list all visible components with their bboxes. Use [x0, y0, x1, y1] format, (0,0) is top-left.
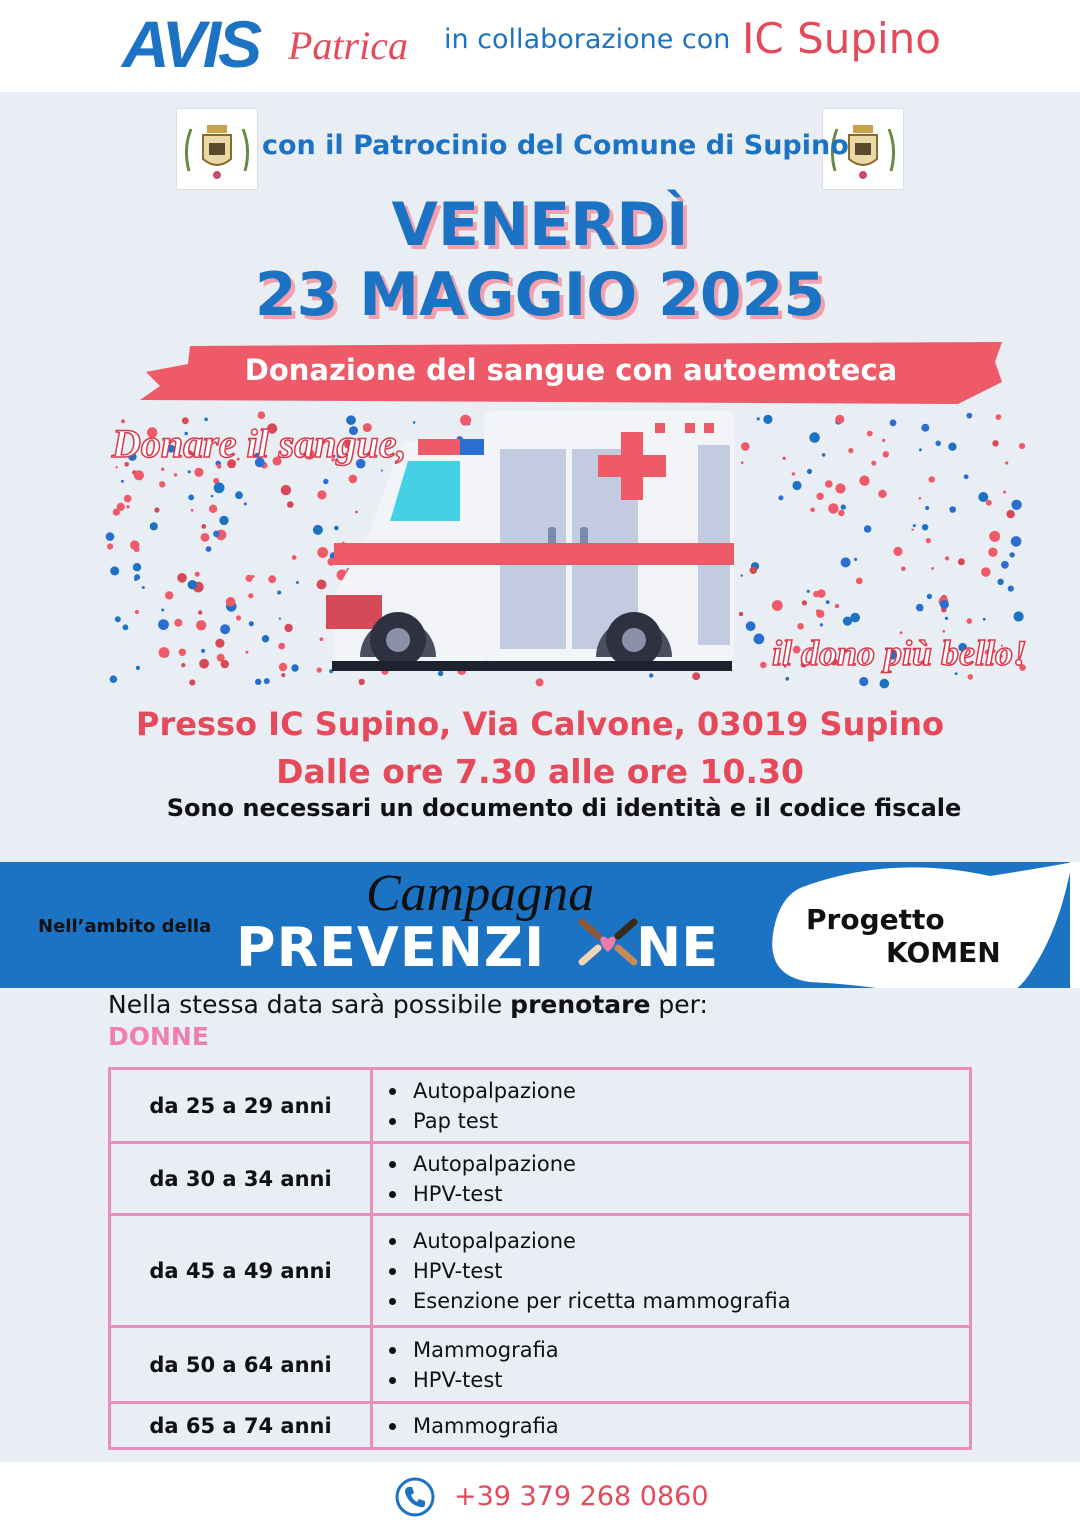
- paint-dot: [438, 671, 443, 676]
- age-range: da 45 a 49 anni: [110, 1215, 372, 1327]
- avis-patrica-logo: Patrica: [288, 23, 408, 68]
- paint-dot: [226, 597, 236, 607]
- paint-dot: [134, 470, 144, 480]
- age-range: da 50 a 64 anni: [110, 1327, 372, 1403]
- paint-dot: [214, 482, 225, 493]
- paint-dot: [291, 664, 298, 671]
- paint-dot: [772, 600, 783, 611]
- paint-dot: [381, 470, 383, 472]
- paint-dot: [159, 481, 165, 487]
- paint-dot: [880, 679, 890, 689]
- paint-dot: [922, 524, 928, 530]
- paint-dot: [264, 678, 270, 684]
- paint-dot: [177, 573, 187, 583]
- coat-of-arms-icon: [176, 108, 258, 190]
- partner-name: IC Supino: [742, 14, 941, 63]
- paint-dot: [106, 532, 115, 541]
- paint-dot: [317, 668, 322, 673]
- paint-dot: [841, 557, 851, 567]
- paint-dot: [413, 421, 416, 424]
- paint-dot: [919, 497, 922, 500]
- paint-dot: [279, 663, 287, 671]
- paint-dot: [460, 415, 471, 426]
- paint-dot: [935, 441, 941, 447]
- paint-dot: [110, 675, 118, 683]
- paint-dot: [1006, 510, 1014, 518]
- paint-dot: [864, 525, 872, 533]
- slogan-left: Donare il sangue,: [112, 421, 407, 466]
- event-requirements: Sono necessari un documento di identità e il codice fiscale: [166, 794, 962, 822]
- paint-dot: [1014, 611, 1024, 621]
- header: [0, 0, 1080, 92]
- paint-dot: [848, 448, 853, 453]
- paint-dot: [195, 572, 200, 577]
- paint-dot: [244, 502, 247, 505]
- paint-dot: [219, 516, 228, 525]
- paint-dot: [649, 673, 653, 677]
- banner-title: Donazione del sangue con autoemoteca: [244, 353, 898, 387]
- paint-dot: [201, 533, 210, 542]
- booking-category: DONNE: [108, 1022, 209, 1051]
- paint-dot: [854, 558, 857, 561]
- paint-dot: [949, 506, 956, 513]
- campaign-intro: Nell’ambito della: [38, 916, 212, 937]
- avis-logo: AVIS: [122, 7, 260, 81]
- paint-dot: [209, 505, 217, 513]
- paint-dot: [968, 674, 974, 680]
- paint-dot: [856, 578, 863, 585]
- paint-dot: [201, 524, 206, 529]
- paint-dot: [958, 558, 965, 565]
- paint-dot: [248, 593, 253, 598]
- paint-dot: [1001, 561, 1009, 569]
- paint-dot: [317, 580, 327, 590]
- paint-dot: [913, 524, 916, 527]
- paint-dot: [919, 448, 922, 451]
- paint-dot: [201, 649, 205, 653]
- paint-dot: [278, 643, 285, 650]
- test-list: [387, 1335, 969, 1395]
- paint-dot: [198, 610, 202, 614]
- table-row: [110, 1327, 971, 1403]
- paint-dot: [741, 574, 743, 576]
- paint-dot: [136, 666, 140, 670]
- test-list: [387, 1149, 969, 1209]
- paint-dot: [258, 411, 266, 419]
- paint-dot: [921, 424, 929, 432]
- paint-dot: [246, 575, 253, 582]
- paint-dot: [964, 474, 969, 479]
- paint-dot: [893, 547, 902, 556]
- paint-dot: [107, 543, 113, 549]
- campaign-script: Campagna: [366, 865, 595, 922]
- paint-dot: [741, 461, 744, 464]
- paint-dot: [912, 529, 914, 531]
- paint-dot: [966, 413, 972, 419]
- paint-dot: [110, 566, 119, 575]
- phone-number[interactable]: +39 379 268 0860: [454, 1481, 709, 1512]
- paint-dot: [188, 470, 191, 473]
- paint-dot: [996, 414, 1002, 420]
- paint-dot: [746, 621, 756, 631]
- list-item: Pap test: [387, 1106, 969, 1136]
- paint-dot: [277, 591, 281, 595]
- table-row: [110, 1069, 971, 1143]
- paint-dot: [797, 623, 804, 630]
- list-item: Autopalpazione: [387, 1076, 969, 1106]
- paint-dot: [940, 600, 949, 609]
- paint-dot: [1005, 461, 1008, 464]
- paint-dot: [989, 531, 1000, 542]
- paint-dot: [284, 624, 292, 632]
- test-list: [387, 1226, 969, 1316]
- paint-dot: [281, 485, 291, 495]
- paint-dot: [838, 510, 844, 516]
- paint-dot: [1011, 536, 1022, 547]
- table-row: [110, 1403, 971, 1449]
- paint-dot: [901, 567, 906, 572]
- paint-dot: [948, 443, 956, 451]
- list-item: HPV-test: [387, 1256, 969, 1286]
- paint-dot: [927, 594, 932, 599]
- paint-dot: [1008, 586, 1014, 592]
- paint-dot: [236, 615, 241, 620]
- paint-dot: [835, 415, 844, 424]
- paint-dot: [287, 501, 294, 508]
- paint-dot: [188, 580, 197, 589]
- paint-dot: [188, 495, 194, 501]
- paint-dot: [816, 493, 823, 500]
- paint-dot: [189, 679, 195, 685]
- paint-dot: [967, 618, 973, 624]
- paint-dot: [825, 480, 833, 488]
- age-range: da 30 a 34 anni: [110, 1143, 372, 1215]
- paint-dot: [978, 492, 988, 502]
- test-list: [387, 1411, 969, 1441]
- paint-dot: [760, 662, 766, 668]
- paint-dot: [281, 673, 285, 677]
- paint-dot: [194, 468, 203, 477]
- paint-dot: [133, 563, 141, 571]
- paint-dot: [988, 548, 997, 557]
- list-item: Esenzione per ricetta mammografia: [387, 1286, 969, 1316]
- paint-dot: [179, 649, 186, 656]
- list-item: HPV-test: [387, 1365, 969, 1395]
- paint-dot: [871, 461, 876, 466]
- paint-dot: [268, 575, 276, 583]
- paint-dot: [809, 432, 820, 443]
- paint-dot: [916, 604, 924, 612]
- paint-dot: [142, 586, 145, 589]
- paint-dot: [741, 442, 750, 451]
- paint-dot: [826, 600, 830, 604]
- paint-dot: [165, 591, 173, 599]
- paint-dot: [181, 663, 185, 667]
- paint-dot: [221, 660, 229, 668]
- slogan-right: il dono più bello!: [772, 633, 1028, 673]
- paint-dot: [158, 619, 169, 630]
- age-range: da 25 a 29 anni: [110, 1069, 372, 1143]
- paint-dot: [983, 618, 986, 621]
- paint-dot: [191, 509, 194, 512]
- paint-dot: [783, 457, 786, 460]
- paint-dot: [945, 556, 949, 560]
- paint-dot: [117, 503, 125, 511]
- paint-dot: [279, 618, 281, 620]
- paint-dot: [536, 678, 544, 686]
- paint-dot: [925, 506, 929, 510]
- paint-dot: [130, 540, 139, 549]
- paint-dot: [150, 522, 158, 530]
- paint-dot: [1009, 552, 1014, 557]
- paint-dot: [929, 476, 935, 482]
- paint-dot: [792, 481, 801, 490]
- paint-dot: [115, 616, 121, 622]
- paint-dot: [992, 440, 998, 446]
- paint-dot: [220, 624, 230, 634]
- booking-intro: [108, 990, 708, 1019]
- paint-dot: [813, 591, 819, 597]
- paint-dot: [802, 600, 807, 605]
- paint-dot: [355, 511, 358, 514]
- paint-dot: [255, 679, 261, 685]
- table-row: [110, 1143, 971, 1215]
- paint-dot: [196, 620, 206, 630]
- patronage-text: con il Patrocinio del Comune di Supino: [262, 130, 849, 161]
- table-row: [110, 1215, 971, 1327]
- campaign-word-start: PREVENZI: [236, 916, 546, 979]
- paint-dot: [334, 526, 339, 531]
- event-location: Presso IC Supino, Via Calvone, 03019 Supino: [136, 705, 944, 743]
- booking-intro-pre: Nella stessa data sarà possibile: [108, 990, 511, 1019]
- paint-dot: [235, 491, 243, 499]
- paint-dot: [841, 504, 846, 509]
- paint-dot: [245, 651, 248, 654]
- paint-dot: [134, 578, 137, 581]
- paint-dot: [292, 555, 297, 560]
- paint-dot: [313, 525, 323, 535]
- paint-dot: [174, 619, 182, 627]
- project-name: KOMEN: [886, 936, 1001, 969]
- paint-dot: [835, 604, 839, 608]
- event-date: 23 MAGGIO 2025: [254, 260, 826, 330]
- paint-dot: [757, 417, 760, 420]
- paint-dot: [154, 507, 159, 512]
- paint-dot: [206, 546, 212, 552]
- paint-dot: [1011, 500, 1021, 510]
- paint-dot: [997, 579, 1003, 585]
- paint-dot: [859, 476, 869, 486]
- paint-dot: [159, 647, 170, 658]
- paint-dot: [320, 637, 324, 641]
- paint-dot: [945, 617, 948, 620]
- paint-dot: [161, 468, 164, 471]
- paint-dot: [807, 469, 812, 474]
- paint-dot: [123, 624, 129, 630]
- paint-dot: [835, 483, 845, 493]
- paint-dot: [820, 623, 823, 626]
- paint-dot: [161, 609, 164, 612]
- paint-dot: [822, 453, 826, 457]
- paint-dot: [926, 538, 931, 543]
- paint-dot: [763, 415, 772, 424]
- booking-intro-post: per:: [650, 990, 708, 1019]
- paint-dot: [317, 547, 328, 558]
- list-item: HPV-test: [387, 1179, 969, 1209]
- paint-dot: [867, 431, 873, 437]
- paint-dot: [692, 672, 700, 680]
- paint-dot: [778, 495, 783, 500]
- paint-dot: [890, 419, 897, 426]
- paint-dot: [211, 495, 214, 498]
- paint-dot: [792, 472, 795, 475]
- paint-dot: [215, 639, 224, 648]
- paint-dot: [213, 531, 220, 538]
- paint-dot: [262, 635, 269, 642]
- paint-dot: [359, 679, 365, 685]
- list-item: Autopalpazione: [387, 1149, 969, 1179]
- paint-dot: [135, 610, 139, 614]
- paint-dot: [1003, 491, 1006, 494]
- paint-dot: [931, 567, 934, 570]
- paint-dot: [843, 617, 852, 626]
- paint-dot: [785, 677, 789, 681]
- phone-icon: [394, 1476, 436, 1518]
- paint-dot: [882, 439, 885, 442]
- paint-dot: [878, 490, 886, 498]
- test-list: [387, 1076, 969, 1136]
- event-day: VENERDÌ: [391, 190, 689, 260]
- paint-dot: [323, 479, 328, 484]
- paint-dot: [739, 612, 743, 616]
- paint-dot: [883, 451, 889, 457]
- age-range: da 65 a 74 anni: [110, 1403, 372, 1449]
- paint-dot: [296, 581, 299, 584]
- paint-dot: [810, 508, 815, 513]
- screening-table: [108, 1067, 972, 1450]
- paint-dot: [249, 621, 254, 626]
- paint-dot: [859, 677, 868, 686]
- paint-dot: [750, 567, 757, 574]
- collaboration-text: in collaborazione con: [444, 24, 731, 55]
- paint-dot: [816, 609, 820, 613]
- paint-dot: [1019, 443, 1025, 449]
- booking-intro-bold: prenotare: [510, 990, 651, 1019]
- paint-dot: [317, 490, 326, 499]
- paint-dot: [828, 503, 838, 513]
- hands-heart-icon: [578, 912, 638, 972]
- project-label: Progetto: [806, 903, 945, 936]
- list-item: Mammografia: [387, 1335, 969, 1365]
- paint-dot: [199, 659, 209, 669]
- paint-dot: [121, 480, 124, 483]
- paint-dot: [754, 634, 765, 645]
- event-hours: Dalle ore 7.30 alle ore 10.30: [276, 752, 804, 791]
- list-item: Autopalpazione: [387, 1226, 969, 1256]
- list-item: Mammografia: [387, 1411, 969, 1441]
- paint-dot: [981, 567, 991, 577]
- paint-dot: [807, 590, 810, 593]
- paint-dot: [124, 495, 132, 503]
- paint-dot: [174, 473, 177, 476]
- campaign-word-end: NE: [636, 916, 719, 979]
- paint-dot: [126, 505, 129, 508]
- paint-dot: [349, 475, 358, 484]
